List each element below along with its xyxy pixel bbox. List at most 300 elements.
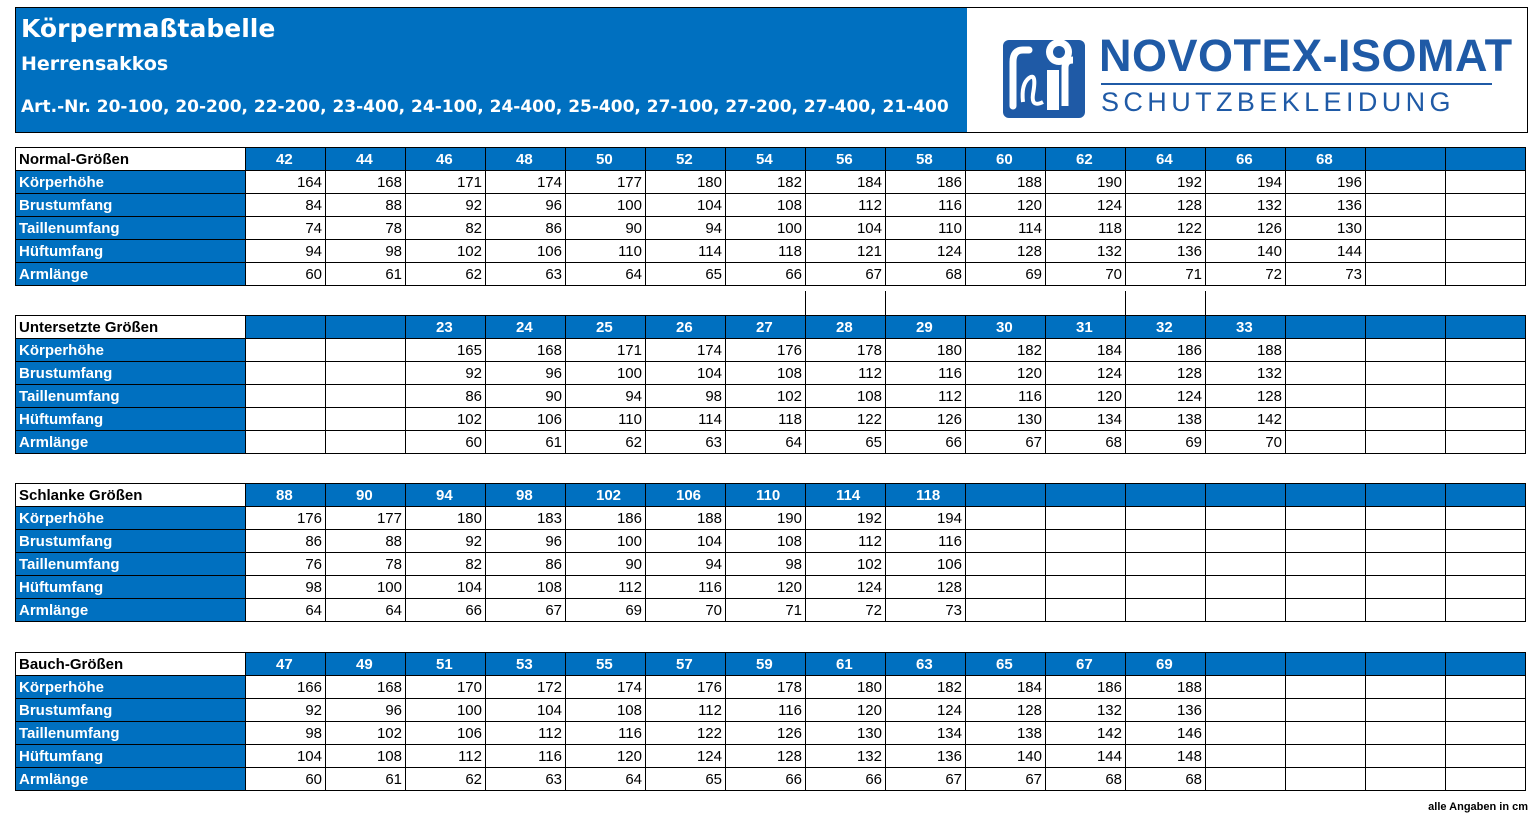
- measure-cell: 171: [406, 171, 486, 194]
- size-header-cell: 59: [726, 653, 806, 676]
- measure-cell: 114: [646, 408, 726, 431]
- logo-divider: [1101, 83, 1492, 85]
- size-header-cell: 23: [406, 316, 486, 339]
- measure-cell: 118: [1046, 217, 1126, 240]
- measure-cell: 86: [486, 553, 566, 576]
- size-header-cell: 27: [726, 316, 806, 339]
- measure-cell: 124: [646, 745, 726, 768]
- measure-cell: [326, 408, 406, 431]
- article-numbers: Art.-Nr. 20-100, 20-200, 22-200, 23-400, 24-100, 24-400, 25-400, 27-100, 27-200, 27-400, 21-400: [21, 97, 949, 117]
- measure-cell: 96: [486, 194, 566, 217]
- measure-cell: 190: [1046, 171, 1126, 194]
- measure-cell: 128: [726, 745, 806, 768]
- measure-cell: 67: [966, 431, 1046, 454]
- size-header-cell: 33: [1206, 316, 1286, 339]
- table-row: [16, 745, 1526, 768]
- measure-cell: 114: [646, 240, 726, 263]
- measure-cell: 70: [1206, 431, 1286, 454]
- size-header-cell: 28: [806, 316, 886, 339]
- novotex-logo-icon: [1003, 32, 1085, 118]
- measure-cell: 108: [726, 530, 806, 553]
- measure-cell: 188: [1206, 339, 1286, 362]
- size-header-cell: 62: [1046, 148, 1126, 171]
- measure-cell: [1366, 194, 1446, 217]
- measure-cell: 61: [486, 431, 566, 454]
- size-header-cell: 90: [326, 484, 406, 507]
- size-header-cell: 69: [1126, 653, 1206, 676]
- measure-cell: 68: [1046, 431, 1126, 454]
- measure-cell: [1286, 676, 1366, 699]
- measure-cell: 65: [646, 263, 726, 286]
- row-label: Brustumfang: [16, 699, 246, 722]
- measure-cell: 190: [726, 507, 806, 530]
- table-row: [16, 339, 1526, 362]
- measure-cell: 65: [646, 768, 726, 791]
- measure-cell: [1366, 507, 1446, 530]
- measure-cell: 112: [406, 745, 486, 768]
- measure-cell: 142: [1046, 722, 1126, 745]
- measure-cell: 174: [566, 676, 646, 699]
- size-header-cell: 49: [326, 653, 406, 676]
- page-subtitle: Herrensakkos: [21, 53, 169, 75]
- size-header-cell: [1046, 484, 1126, 507]
- gap-separator: [1125, 291, 1126, 315]
- measure-cell: [966, 599, 1046, 622]
- measure-cell: 194: [1206, 171, 1286, 194]
- measure-cell: 67: [806, 263, 886, 286]
- size-header-cell: [1206, 653, 1286, 676]
- table-row: [16, 263, 1526, 286]
- measure-cell: [1286, 530, 1366, 553]
- row-label: Körperhöhe: [16, 507, 246, 530]
- measure-cell: [1366, 263, 1446, 286]
- size-header-cell: 60: [966, 148, 1046, 171]
- measure-cell: 186: [566, 507, 646, 530]
- table-row: [16, 530, 1526, 553]
- measure-cell: 100: [566, 194, 646, 217]
- measure-cell: [1366, 339, 1446, 362]
- size-header-cell: [1286, 653, 1366, 676]
- table-row: [16, 171, 1526, 194]
- measure-cell: [1366, 676, 1446, 699]
- measure-cell: 69: [966, 263, 1046, 286]
- measure-cell: 116: [886, 530, 966, 553]
- measure-cell: 60: [246, 768, 326, 791]
- measure-cell: 108: [326, 745, 406, 768]
- measure-cell: 182: [886, 676, 966, 699]
- measure-cell: 110: [566, 240, 646, 263]
- measure-cell: [246, 431, 326, 454]
- footnote: alle Angaben in cm: [1428, 801, 1528, 813]
- measure-cell: 116: [566, 722, 646, 745]
- size-header-cell: 98: [486, 484, 566, 507]
- measure-cell: 63: [486, 768, 566, 791]
- gap-separator: [885, 291, 886, 315]
- measure-cell: 63: [646, 431, 726, 454]
- measure-cell: 174: [646, 339, 726, 362]
- page-title: Körpermaßtabelle: [21, 14, 276, 43]
- measure-cell: 70: [646, 599, 726, 622]
- measure-cell: [1046, 507, 1126, 530]
- measure-cell: [1206, 553, 1286, 576]
- row-label: Taillenumfang: [16, 385, 246, 408]
- table-name: Bauch-Größen: [16, 653, 246, 676]
- measure-cell: 63: [486, 263, 566, 286]
- measure-cell: 96: [326, 699, 406, 722]
- measure-cell: 134: [1046, 408, 1126, 431]
- logo: [967, 8, 1527, 132]
- measure-cell: [1446, 722, 1526, 745]
- measure-cell: [1126, 599, 1206, 622]
- measure-cell: 180: [886, 339, 966, 362]
- measure-cell: 106: [406, 722, 486, 745]
- measure-cell: 176: [246, 507, 326, 530]
- measure-cell: 178: [726, 676, 806, 699]
- measure-cell: 73: [886, 599, 966, 622]
- size-header-cell: 118: [886, 484, 966, 507]
- measure-cell: 132: [1046, 699, 1126, 722]
- measure-cell: [1126, 576, 1206, 599]
- table-row: [16, 217, 1526, 240]
- measure-cell: 194: [886, 507, 966, 530]
- table-name: Untersetzte Größen: [16, 316, 246, 339]
- measure-cell: 186: [1046, 676, 1126, 699]
- measure-cell: 176: [726, 339, 806, 362]
- measure-cell: 82: [406, 553, 486, 576]
- row-label: Hüftumfang: [16, 576, 246, 599]
- measure-cell: 102: [726, 385, 806, 408]
- measure-cell: 98: [726, 553, 806, 576]
- measure-cell: [1286, 507, 1366, 530]
- size-header-cell: [1366, 653, 1446, 676]
- measure-cell: 78: [326, 553, 406, 576]
- size-header-cell: [1286, 484, 1366, 507]
- measure-cell: 144: [1046, 745, 1126, 768]
- measure-cell: 136: [1126, 699, 1206, 722]
- measure-cell: [1206, 722, 1286, 745]
- measure-cell: 118: [726, 240, 806, 263]
- measure-cell: 67: [486, 599, 566, 622]
- measure-cell: 86: [246, 530, 326, 553]
- measure-cell: 102: [406, 240, 486, 263]
- table-row: [16, 431, 1526, 454]
- measure-cell: 108: [566, 699, 646, 722]
- size-header-cell: [1286, 316, 1366, 339]
- measure-cell: 72: [1206, 263, 1286, 286]
- measure-cell: 132: [1046, 240, 1126, 263]
- measure-cell: 182: [726, 171, 806, 194]
- measure-cell: 98: [246, 576, 326, 599]
- size-header-cell: 56: [806, 148, 886, 171]
- measure-cell: 132: [1206, 362, 1286, 385]
- measure-cell: [1446, 530, 1526, 553]
- size-header-cell: 48: [486, 148, 566, 171]
- measure-cell: 92: [246, 699, 326, 722]
- measure-cell: 142: [1206, 408, 1286, 431]
- size-header-cell: [1126, 484, 1206, 507]
- size-header-cell: 44: [326, 148, 406, 171]
- measure-cell: [1446, 194, 1526, 217]
- measure-cell: [1366, 217, 1446, 240]
- measure-cell: [1206, 530, 1286, 553]
- measure-cell: [1366, 530, 1446, 553]
- measure-cell: 128: [1126, 194, 1206, 217]
- measure-cell: 84: [246, 194, 326, 217]
- measure-cell: 180: [406, 507, 486, 530]
- measure-cell: 168: [326, 171, 406, 194]
- measure-cell: 192: [1126, 171, 1206, 194]
- size-header-cell: [326, 316, 406, 339]
- measure-cell: 94: [246, 240, 326, 263]
- measure-cell: 82: [406, 217, 486, 240]
- measure-cell: [1446, 263, 1526, 286]
- measure-cell: 96: [486, 362, 566, 385]
- measure-cell: 70: [1046, 263, 1126, 286]
- table-header-row: [16, 653, 1526, 676]
- measure-cell: 112: [486, 722, 566, 745]
- measure-cell: [1206, 676, 1286, 699]
- measure-cell: 88: [326, 530, 406, 553]
- measure-cell: [1126, 530, 1206, 553]
- size-header-cell: 25: [566, 316, 646, 339]
- measure-cell: 64: [326, 599, 406, 622]
- row-label: Armlänge: [16, 431, 246, 454]
- measure-cell: 110: [886, 217, 966, 240]
- measure-cell: 104: [646, 194, 726, 217]
- measure-cell: 168: [486, 339, 566, 362]
- row-label: Körperhöhe: [16, 676, 246, 699]
- measure-cell: 74: [246, 217, 326, 240]
- measure-cell: 94: [566, 385, 646, 408]
- measure-cell: [1046, 530, 1126, 553]
- measure-cell: 176: [646, 676, 726, 699]
- size-table: [15, 483, 1526, 622]
- measure-cell: 102: [406, 408, 486, 431]
- size-header-cell: 46: [406, 148, 486, 171]
- measure-cell: 96: [486, 530, 566, 553]
- measure-cell: 104: [406, 576, 486, 599]
- measure-cell: 106: [886, 553, 966, 576]
- table-header-row: [16, 484, 1526, 507]
- size-table: [15, 315, 1526, 454]
- measure-cell: 165: [406, 339, 486, 362]
- measure-cell: 68: [886, 263, 966, 286]
- size-header-cell: 88: [246, 484, 326, 507]
- measure-cell: [1366, 431, 1446, 454]
- table-row: [16, 699, 1526, 722]
- measure-cell: 188: [646, 507, 726, 530]
- row-label: Körperhöhe: [16, 339, 246, 362]
- measure-cell: 90: [566, 217, 646, 240]
- table-row: [16, 722, 1526, 745]
- measure-cell: [1366, 599, 1446, 622]
- size-header-cell: 94: [406, 484, 486, 507]
- measure-cell: 92: [406, 530, 486, 553]
- measure-cell: 66: [806, 768, 886, 791]
- size-header-cell: 61: [806, 653, 886, 676]
- measure-cell: [246, 408, 326, 431]
- measure-cell: 126: [726, 722, 806, 745]
- measure-cell: [1446, 699, 1526, 722]
- measure-cell: 64: [566, 263, 646, 286]
- measure-cell: 186: [886, 171, 966, 194]
- measure-cell: 130: [1286, 217, 1366, 240]
- measure-cell: [1206, 699, 1286, 722]
- measure-cell: 164: [246, 171, 326, 194]
- row-label: Armlänge: [16, 263, 246, 286]
- size-header-cell: 64: [1126, 148, 1206, 171]
- measure-cell: 121: [806, 240, 886, 263]
- size-header-cell: 32: [1126, 316, 1206, 339]
- measure-cell: 90: [486, 385, 566, 408]
- measure-cell: 64: [246, 599, 326, 622]
- size-header-cell: 47: [246, 653, 326, 676]
- measure-cell: 128: [1206, 385, 1286, 408]
- size-header-cell: [1446, 484, 1526, 507]
- measure-cell: 122: [1126, 217, 1206, 240]
- measure-cell: 86: [406, 385, 486, 408]
- measure-cell: 124: [806, 576, 886, 599]
- measure-cell: [1286, 553, 1366, 576]
- measure-cell: 118: [726, 408, 806, 431]
- measure-cell: 66: [726, 768, 806, 791]
- measure-cell: 72: [806, 599, 886, 622]
- measure-cell: 67: [966, 768, 1046, 791]
- table-row: [16, 385, 1526, 408]
- measure-cell: [246, 385, 326, 408]
- measure-cell: 108: [806, 385, 886, 408]
- measure-cell: [966, 530, 1046, 553]
- measure-cell: 86: [486, 217, 566, 240]
- measure-cell: 112: [886, 385, 966, 408]
- size-header-cell: [1206, 484, 1286, 507]
- size-header-cell: 67: [1046, 653, 1126, 676]
- measure-cell: [1446, 431, 1526, 454]
- measure-cell: 124: [886, 699, 966, 722]
- size-header-cell: [1446, 653, 1526, 676]
- measure-cell: 186: [1126, 339, 1206, 362]
- measure-cell: [1446, 768, 1526, 791]
- table-row: [16, 676, 1526, 699]
- measure-cell: 61: [326, 768, 406, 791]
- measure-cell: 132: [806, 745, 886, 768]
- measure-cell: [1046, 553, 1126, 576]
- measure-cell: 66: [406, 599, 486, 622]
- measure-cell: 98: [326, 240, 406, 263]
- measure-cell: [1446, 676, 1526, 699]
- size-header-cell: [1366, 484, 1446, 507]
- page-header: [15, 7, 1528, 133]
- size-header-cell: [1366, 148, 1446, 171]
- measure-cell: 128: [966, 699, 1046, 722]
- measure-cell: 116: [966, 385, 1046, 408]
- table-row: [16, 194, 1526, 217]
- measure-cell: 138: [966, 722, 1046, 745]
- measure-cell: [1366, 553, 1446, 576]
- measure-cell: 180: [806, 676, 886, 699]
- measure-cell: 64: [726, 431, 806, 454]
- size-header-cell: 24: [486, 316, 566, 339]
- gap-separator: [805, 291, 806, 315]
- measure-cell: 128: [966, 240, 1046, 263]
- size-header-cell: 29: [886, 316, 966, 339]
- measure-cell: 112: [806, 530, 886, 553]
- size-header-cell: 31: [1046, 316, 1126, 339]
- measure-cell: 146: [1126, 722, 1206, 745]
- size-header-cell: 51: [406, 653, 486, 676]
- table-row: [16, 553, 1526, 576]
- measure-cell: 100: [566, 530, 646, 553]
- measure-cell: [1206, 507, 1286, 530]
- measure-cell: 104: [646, 530, 726, 553]
- measure-cell: 166: [246, 676, 326, 699]
- measure-cell: [1286, 408, 1366, 431]
- measure-cell: [966, 553, 1046, 576]
- measure-cell: 120: [966, 194, 1046, 217]
- measure-cell: [1366, 722, 1446, 745]
- measure-cell: 71: [726, 599, 806, 622]
- measure-cell: 62: [566, 431, 646, 454]
- size-header-cell: 55: [566, 653, 646, 676]
- measure-cell: [1366, 745, 1446, 768]
- measure-cell: [1286, 385, 1366, 408]
- measure-cell: 136: [886, 745, 966, 768]
- logo-tagline: SCHUTZBEKLEIDUNG: [1101, 87, 1455, 117]
- measure-cell: [1366, 408, 1446, 431]
- measure-cell: 116: [646, 576, 726, 599]
- measure-cell: 172: [486, 676, 566, 699]
- measure-cell: 120: [1046, 385, 1126, 408]
- measure-cell: [1366, 576, 1446, 599]
- measure-cell: 170: [406, 676, 486, 699]
- size-header-cell: 52: [646, 148, 726, 171]
- table-row: [16, 599, 1526, 622]
- measure-cell: [1446, 408, 1526, 431]
- size-header-cell: 26: [646, 316, 726, 339]
- measure-cell: 94: [646, 217, 726, 240]
- measure-cell: [1286, 745, 1366, 768]
- title-panel: [16, 8, 968, 132]
- measure-cell: 68: [1126, 768, 1206, 791]
- measure-cell: 126: [886, 408, 966, 431]
- row-label: Hüftumfang: [16, 240, 246, 263]
- measure-cell: 67: [886, 768, 966, 791]
- measure-cell: 132: [1206, 194, 1286, 217]
- measure-cell: 120: [806, 699, 886, 722]
- measure-cell: 90: [566, 553, 646, 576]
- measure-cell: 64: [566, 768, 646, 791]
- table-name: Schlanke Größen: [16, 484, 246, 507]
- table-header-row: [16, 316, 1526, 339]
- measure-cell: 144: [1286, 240, 1366, 263]
- measure-cell: 61: [326, 263, 406, 286]
- measure-cell: 106: [486, 408, 566, 431]
- table-row: [16, 362, 1526, 385]
- measure-cell: 177: [566, 171, 646, 194]
- measure-cell: 184: [966, 676, 1046, 699]
- measure-cell: [1286, 362, 1366, 385]
- measure-cell: 122: [646, 722, 726, 745]
- table-row: [16, 507, 1526, 530]
- measure-cell: [1286, 768, 1366, 791]
- measure-cell: 182: [966, 339, 1046, 362]
- row-label: Taillenumfang: [16, 553, 246, 576]
- measure-cell: 183: [486, 507, 566, 530]
- table-header-row: [16, 148, 1526, 171]
- measure-cell: 128: [1126, 362, 1206, 385]
- measure-cell: [1446, 240, 1526, 263]
- measure-cell: 184: [1046, 339, 1126, 362]
